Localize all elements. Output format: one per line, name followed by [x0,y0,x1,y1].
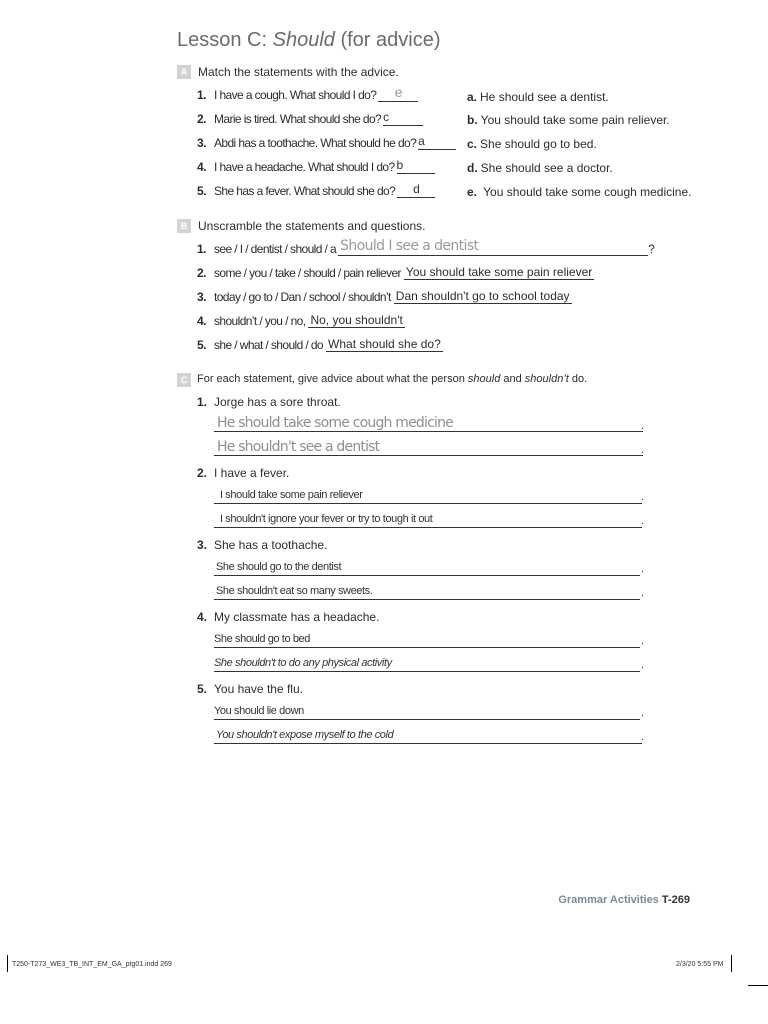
section-a-item-2: 2. Marie is tired. What should she do? c [197,110,423,126]
slug-file: T250-T273_WE3_TB_INT_EM_GA_ptg01.indd 269 [12,961,172,968]
section-b-item-2: 2. some / you / take / should / pain reliever You should take some pain reliever [197,265,593,280]
option-c: c. She should go to bed. [467,137,597,151]
section-b-item-1: 1. see / I / dentist / should / a Should I see a dentist ? [197,238,655,256]
section-c-item-1: 1. Jorge has a sore throat. [197,395,341,409]
section-b-badge: B [177,219,191,233]
should-answer-line: She should go to bed [214,632,640,648]
line-period: . [641,444,645,456]
section-a-item-5: 5. She has a fever. What should she do? d [197,182,435,198]
section-a-item-3: 3. Abdi has a toothache. What should he do? a [197,134,456,150]
answer-line: You should take some pain reliever [405,265,593,279]
should-answer-line: You should lie down [214,704,640,720]
option-a: a. He should see a dentist. [467,90,609,104]
line-period: . [641,491,645,503]
slug-date: 2/3/20 5:55 PM [676,961,724,968]
section-b-item-4: 4. shouldn’t / you / no, No, you shouldn't [197,313,403,328]
shouldnt-answer-line: I shouldn't ignore your fever or try to tough it out [214,512,642,528]
should-answer-line: I should take some pain reliever [214,488,642,504]
should-answer-line: She should go to the dentist [214,560,640,576]
section-b-instruction: Unscramble the statements and questions. [198,219,426,233]
section-c-item-2: 2. I have a fever. [197,466,290,480]
answer-line: Dan shouldn't go to school today [395,289,570,303]
answer-line: What should she do? [328,337,441,351]
line-period: . [641,420,645,432]
shouldnt-answer-line: He shouldn't see a dentist [214,440,643,456]
shouldnt-answer-line: You shouldn't expose myself to the cold [214,728,642,744]
section-b-item-3: 3. today / go to / Dan / school / shouldn’t Dan shouldn't go to school today [197,289,570,304]
option-e: e. You should take some cough medicine. [467,185,692,199]
should-answer-line: He should take some cough medicine [214,416,643,432]
line-period: . [641,659,645,671]
crop-mark [7,955,8,972]
section-a-item-1: 1. I have a cough. What should I do? e [197,86,418,102]
shouldnt-answer-line: She shouldn't to do any physical activity [214,656,640,672]
section-c-badge: C [177,373,191,387]
answer-line: No, you shouldn't [310,313,403,327]
answer-blank: a [418,134,456,150]
crop-mark [748,985,768,986]
answer-blank: d [397,182,435,198]
line-period: . [641,515,645,527]
section-b-item-5: 5. she / what / should / do What should she do? [197,337,441,352]
answer-line: Should I see a dentist [338,240,648,256]
section-c-item-3: 3. She has a toothache. [197,538,328,552]
option-d: d. She should see a doctor. [467,161,613,175]
page-title: Lesson C: Should (for advice) [177,29,441,51]
answer-blank: b [397,158,435,174]
answer-blank: e [378,86,418,102]
section-a-instruction: Match the statements with the advice. [198,65,399,79]
answer-blank: c [383,110,423,126]
line-period: . [641,707,645,719]
line-period: . [641,587,645,599]
line-period: . [641,563,645,575]
line-period: . [641,635,645,647]
section-c-item-5: 5. You have the flu. [197,682,303,696]
option-b: b. You should take some pain reliever. [467,113,670,127]
page-footer: Grammar Activities T-269 [558,894,690,906]
crop-mark [731,955,732,972]
section-a-badge: A [177,65,191,79]
section-c-instruction: For each statement, give advice about what the person should and shouldn’t do. [197,373,588,385]
section-a-item-4: 4. I have a headache. What should I do? b [197,158,435,174]
section-c-item-4: 4. My classmate has a headache. [197,610,380,624]
shouldnt-answer-line: She shouldn't eat so many sweets. [214,584,640,600]
line-period: . [641,731,645,743]
